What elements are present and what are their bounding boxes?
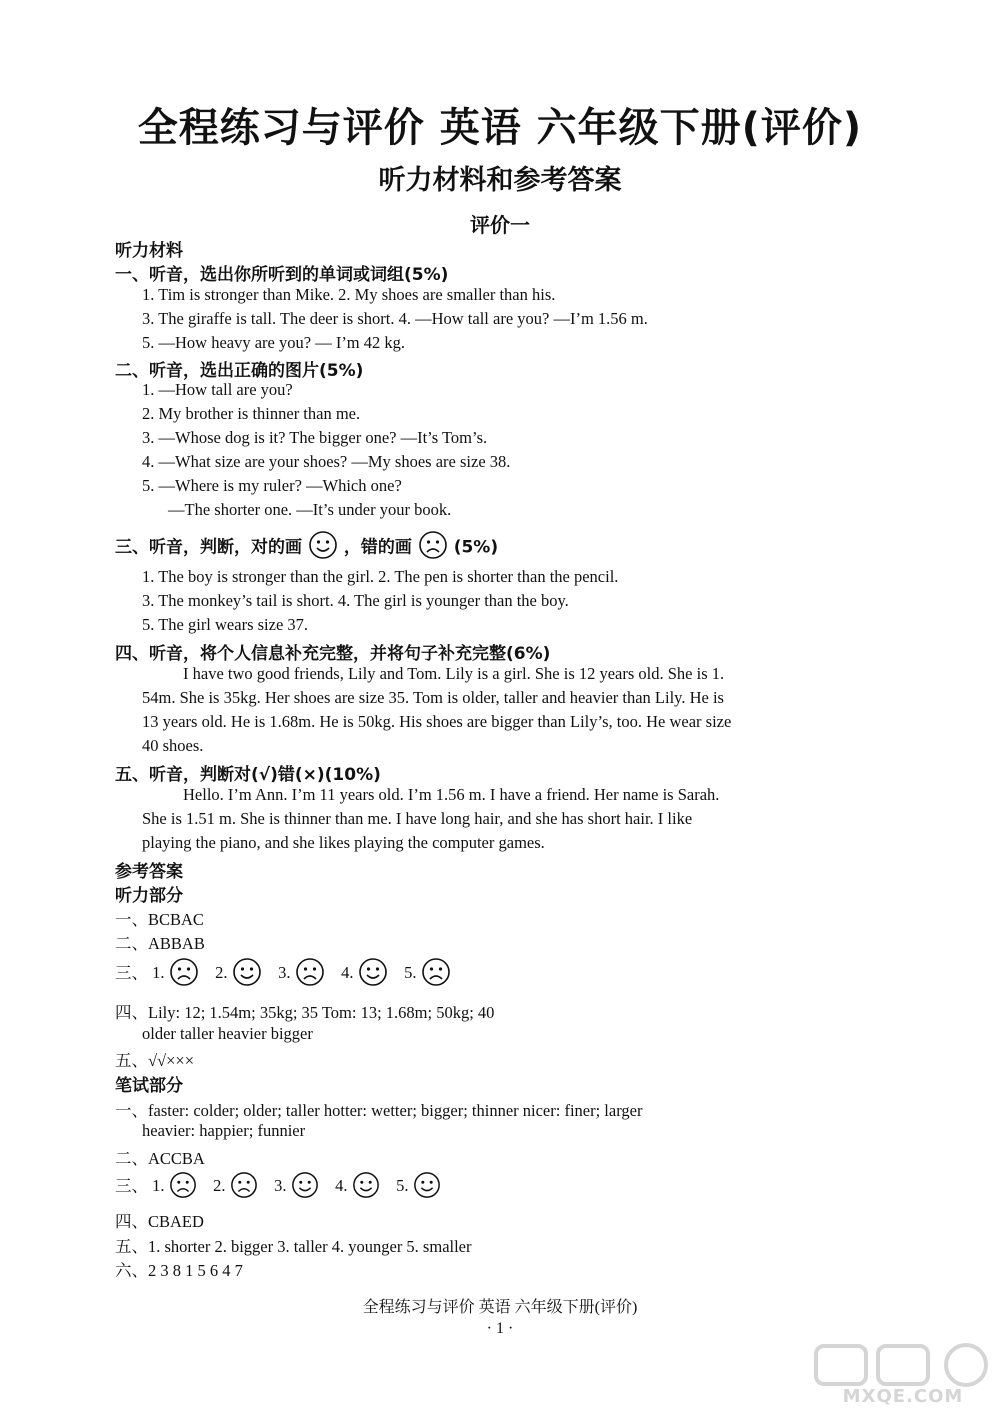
sad-face-icon: [421, 957, 451, 992]
answer-3-row: [115, 957, 451, 992]
section-title: 评价一: [470, 213, 530, 237]
written-part-heading: 笔试部分: [115, 1076, 183, 1096]
watermark-logo: [808, 1340, 998, 1410]
q5-line2: She is 1.51 m. She is thinner than me. I have long hair, and she has short hair. I like: [142, 809, 693, 828]
q4-line4: 40 shoes.: [142, 736, 204, 755]
q1-line1: 1. Tim is stronger than Mike. 2. My shoes are smaller than his.: [142, 285, 556, 304]
page-title: 全程练习与评价 英语 六年级下册(评价): [137, 105, 863, 151]
page-number: · 1 ·: [486, 1320, 514, 1337]
q5-line3: playing the piano, and she likes playing the computer games.: [142, 833, 545, 852]
happy-face-icon: [358, 957, 388, 992]
written-3-item: 3.: [274, 1176, 319, 1195]
q2-line4: 4. —What size are your shoes? —My shoes are size 38.: [142, 452, 511, 471]
q3-heading: [115, 530, 498, 565]
q3-line3: 5. The girl wears size 37.: [142, 615, 309, 634]
written-1-line2: heavier: happier; funnier: [142, 1121, 306, 1140]
answer-4-line2: older taller heavier bigger: [142, 1024, 313, 1043]
happy-face-icon: [352, 1171, 380, 1204]
written-3-item: 5.: [396, 1176, 441, 1195]
q1-line2: 3. The giraffe is tall. The deer is short. 4. —How tall are you? —I’m 1.56 m.: [142, 309, 648, 328]
written-2: 二、ACCBA: [115, 1149, 205, 1168]
watermark-icon: [808, 1340, 998, 1388]
q5-heading: 五、听音，判断对(√)错(×)(10%): [115, 765, 381, 785]
q4-heading: 四、听音，将个人信息补充完整，并将句子补充完整(6%): [115, 644, 551, 664]
answer-3-item: 2.: [215, 963, 262, 982]
written-1-line1: 一、faster: colder; older; taller hotter: wetter; bigger; thinner nicer: finer; larger: [115, 1101, 643, 1120]
q1-line3: 5. —How heavy are you? — I’m 42 kg.: [142, 333, 406, 352]
q2-line3: 3. —Whose dog is it? The bigger one? —It’s Tom’s.: [142, 428, 488, 447]
written-3-item: 4.: [335, 1176, 380, 1195]
answer-2: 二、ABBAB: [115, 934, 205, 953]
sad-face-icon: [295, 957, 325, 992]
q1-heading: 一、听音，选出你所听到的单词或词组(5%): [115, 265, 449, 285]
happy-face-icon: [413, 1171, 441, 1204]
answer-1: 一、BCBAC: [115, 910, 204, 929]
written-3-prefix: 三、: [115, 1176, 148, 1196]
written-3-row: [115, 1171, 441, 1204]
q3-line2: 3. The monkey’s tail is short. 4. The girl is younger than the boy.: [142, 591, 569, 610]
q4-line1: I have two good friends, Lily and Tom. Lily is a girl. She is 12 years old. She is 1.: [183, 664, 725, 683]
listening-part-heading: 听力部分: [115, 886, 183, 906]
q3-heading-part-c: (5%): [453, 537, 499, 558]
answers-heading: 参考答案: [115, 862, 183, 882]
q2-line1: 1. —How tall are you?: [142, 380, 293, 399]
answer-3-item: 5.: [404, 963, 451, 982]
sad-face-icon: [230, 1171, 258, 1204]
sad-face-icon: [418, 530, 448, 565]
q4-line3: 13 years old. He is 1.68m. He is 50kg. His shoes are bigger than Lily’s, too. He wear size: [142, 712, 732, 731]
sad-face-icon: [169, 957, 199, 992]
answer-3-prefix: 三、: [115, 963, 148, 983]
q3-heading-part-a: 三、听音，判断，对的画: [115, 537, 302, 558]
written-4: 四、CBAED: [115, 1212, 204, 1231]
q4-line2: 54m. She is 35kg. Her shoes are size 35. Tom is older, taller and heavier than Lily. He is: [142, 688, 724, 707]
written-5: 五、1. shorter 2. bigger 3. taller 4. younger 5. smaller: [115, 1237, 472, 1256]
happy-face-icon: [291, 1171, 319, 1204]
watermark-text: MXQE.COM: [842, 1386, 964, 1407]
written-3-item: 1.: [152, 1176, 197, 1195]
answer-3-item: 1.: [152, 963, 199, 982]
page-subtitle: 听力材料和参考答案: [378, 165, 622, 196]
q2-line5: 5. —Where is my ruler? —Which one?: [142, 476, 402, 495]
q3-heading-part-b: ，错的画: [343, 537, 412, 558]
listening-heading: 听力材料: [115, 241, 183, 261]
q2-line2: 2. My brother is thinner than me.: [142, 404, 361, 423]
sad-face-icon: [169, 1171, 197, 1204]
answer-5: 五、√√×××: [115, 1051, 195, 1070]
page-footer: 全程练习与评价 英语 六年级下册(评价): [362, 1299, 638, 1316]
answer-3-item: 4.: [341, 963, 388, 982]
written-6: 六、2 3 8 1 5 6 4 7: [115, 1261, 243, 1280]
happy-face-icon: [308, 530, 338, 565]
q3-line1: 1. The boy is stronger than the girl. 2. The pen is shorter than the pencil.: [142, 567, 619, 586]
q2-line6: —The shorter one. —It’s under your book.: [168, 500, 452, 519]
q2-heading: 二、听音，选出正确的图片(5%): [115, 361, 364, 381]
q5-line1: Hello. I’m Ann. I’m 11 years old. I’m 1.56 m. I have a friend. Her name is Sarah.: [183, 785, 720, 804]
answer-4-line1: 四、Lily: 12; 1.54m; 35kg; 35 Tom: 13; 1.68m; 50kg; 40: [115, 1003, 495, 1022]
written-3-item: 2.: [213, 1176, 258, 1195]
happy-face-icon: [232, 957, 262, 992]
answer-3-item: 3.: [278, 963, 325, 982]
